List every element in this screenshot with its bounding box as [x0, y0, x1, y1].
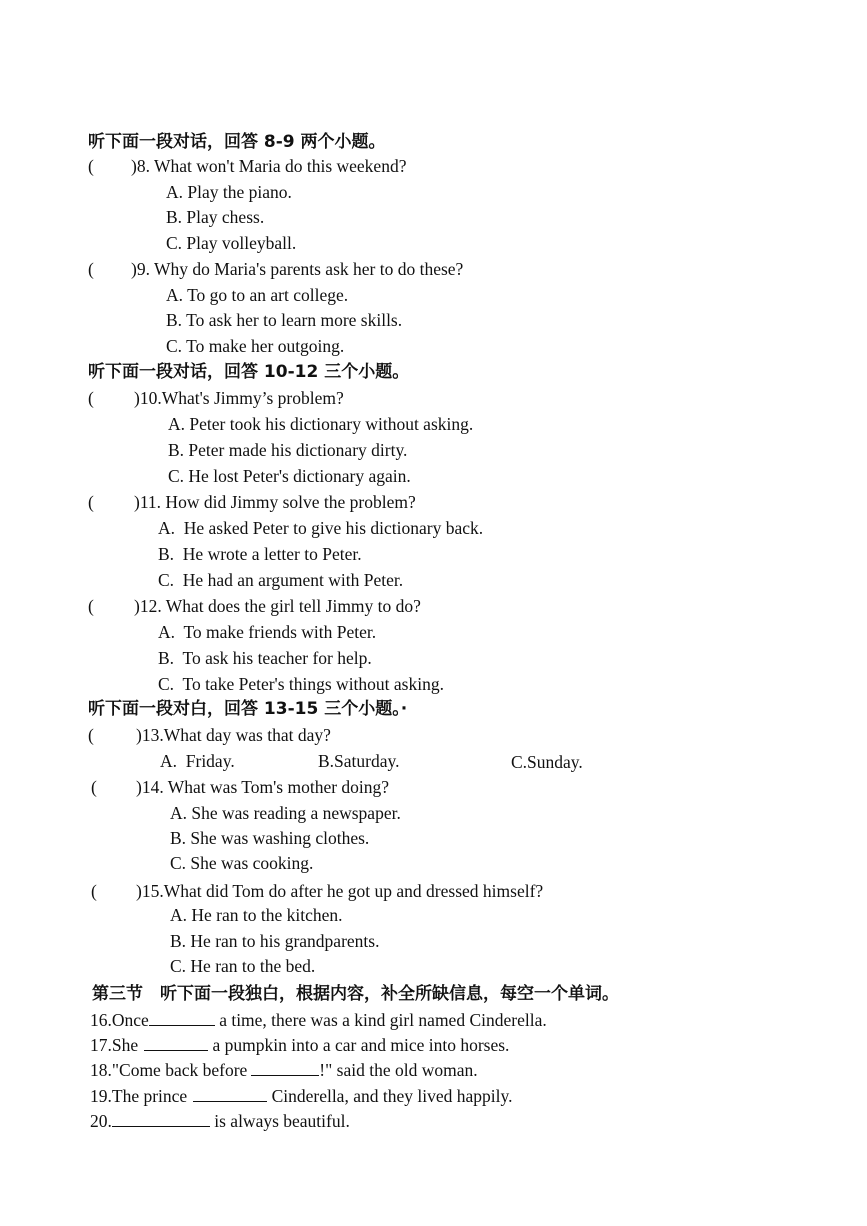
question-14-option-b: B. She was washing clothes. — [170, 828, 370, 848]
fill-17-blank[interactable] — [144, 1033, 208, 1051]
question-8-stem: )8. What won't Maria do this weekend? — [131, 156, 407, 176]
question-11-option-a: A. He asked Peter to give his dictionary back. — [158, 518, 484, 538]
question-9-stem: )9. Why do Maria's parents ask her to do these? — [131, 259, 464, 279]
question-8-option-c: C. Play volleyball. — [166, 233, 297, 253]
question-8-option-b: B. Play chess. — [166, 207, 265, 227]
fill-20-blank[interactable] — [112, 1109, 210, 1127]
question-10-option-b: B. Peter made his dictionary dirty. — [168, 440, 408, 460]
fill-question-17 — [90, 1033, 509, 1056]
section-heading-13-15: 听下面一段对白，回答 13-15 三个小题。· — [88, 699, 408, 719]
section-heading-8-9: 听下面一段对话，回答 8-9 两个小题。 — [88, 132, 386, 152]
question-10-option-a: A. Peter took his dictionary without asking. — [168, 414, 474, 434]
question-15-option-a: A. He ran to the kitchen. — [170, 905, 343, 925]
answer-paren: ( — [91, 881, 97, 901]
question-13-option-c: C.Sunday. — [511, 752, 583, 772]
fill-question-20 — [90, 1109, 350, 1132]
section-heading-10-12: 听下面一段对话，回答 10-12 三个小题。 — [88, 362, 410, 382]
question-13-stem: )13.What day was that day? — [136, 725, 331, 745]
fill-question-16 — [90, 1008, 547, 1031]
fill-18-prefix: 18."Come back before — [90, 1060, 248, 1080]
question-9-option-b: B. To ask her to learn more skills. — [166, 310, 403, 330]
fill-16-prefix: 16.Once — [90, 1010, 149, 1030]
question-15-option-c: C. He ran to the bed. — [170, 956, 316, 976]
fill-18-blank[interactable] — [251, 1058, 319, 1076]
fill-20-prefix: 20. — [90, 1111, 112, 1131]
answer-paren: ( — [88, 388, 94, 408]
answer-paren: ( — [88, 259, 94, 279]
fill-16-blank[interactable] — [149, 1008, 215, 1026]
question-11-option-c: C. He had an argument with Peter. — [158, 570, 404, 590]
answer-paren: ( — [91, 777, 97, 797]
question-12-stem: )12. What does the girl tell Jimmy to do? — [134, 596, 421, 616]
answer-paren: ( — [88, 725, 94, 745]
fill-17-prefix: 17.She — [90, 1035, 139, 1055]
question-15-stem: )15.What did Tom do after he got up and dressed himself? — [136, 881, 544, 901]
fill-17-suffix: a pumpkin into a car and mice into horses. — [208, 1035, 510, 1055]
question-14-stem: )14. What was Tom's mother doing? — [136, 777, 390, 797]
answer-paren: ( — [88, 596, 94, 616]
question-12-option-a: A. To make friends with Peter. — [158, 622, 377, 642]
question-15-option-b: B. He ran to his grandparents. — [170, 931, 380, 951]
question-14-option-c: C. She was cooking. — [170, 853, 314, 873]
question-9-option-a: A. To go to an art college. — [166, 285, 349, 305]
question-12-option-c: C. To take Peter's things without asking. — [158, 674, 444, 694]
fill-19-prefix: 19.The prince — [90, 1086, 188, 1106]
question-14-option-a: A. She was reading a newspaper. — [170, 803, 401, 823]
question-12-option-b: B. To ask his teacher for help. — [158, 648, 372, 668]
answer-paren: ( — [88, 492, 94, 512]
question-13-option-a: A. Friday. — [160, 751, 235, 771]
fill-19-suffix: Cinderella, and they lived happily. — [267, 1086, 513, 1106]
question-9-option-c: C. To make her outgoing. — [166, 336, 345, 356]
fill-question-18 — [90, 1058, 478, 1081]
fill-16-suffix: a time, there was a kind girl named Cinderella. — [214, 1010, 547, 1030]
fill-question-19 — [90, 1084, 512, 1107]
question-10-stem: )10.What's Jimmy’s problem? — [134, 388, 344, 408]
fill-18-suffix: !" said the old woman. — [319, 1060, 478, 1080]
question-8-option-a: A. Play the piano. — [166, 182, 292, 202]
answer-paren: ( — [88, 156, 94, 176]
fill-19-blank[interactable] — [193, 1084, 267, 1102]
question-13-option-b: B.Saturday. — [318, 751, 400, 771]
question-11-option-b: B. He wrote a letter to Peter. — [158, 544, 362, 564]
question-11-stem: )11. How did Jimmy solve the problem? — [134, 492, 416, 512]
part-3-heading: 第三节 听下面一段独白，根据内容，补全所缺信息，每空一个单词。 — [92, 984, 619, 1004]
question-10-option-c: C. He lost Peter's dictionary again. — [168, 466, 411, 486]
fill-20-suffix: is always beautiful. — [209, 1111, 350, 1131]
